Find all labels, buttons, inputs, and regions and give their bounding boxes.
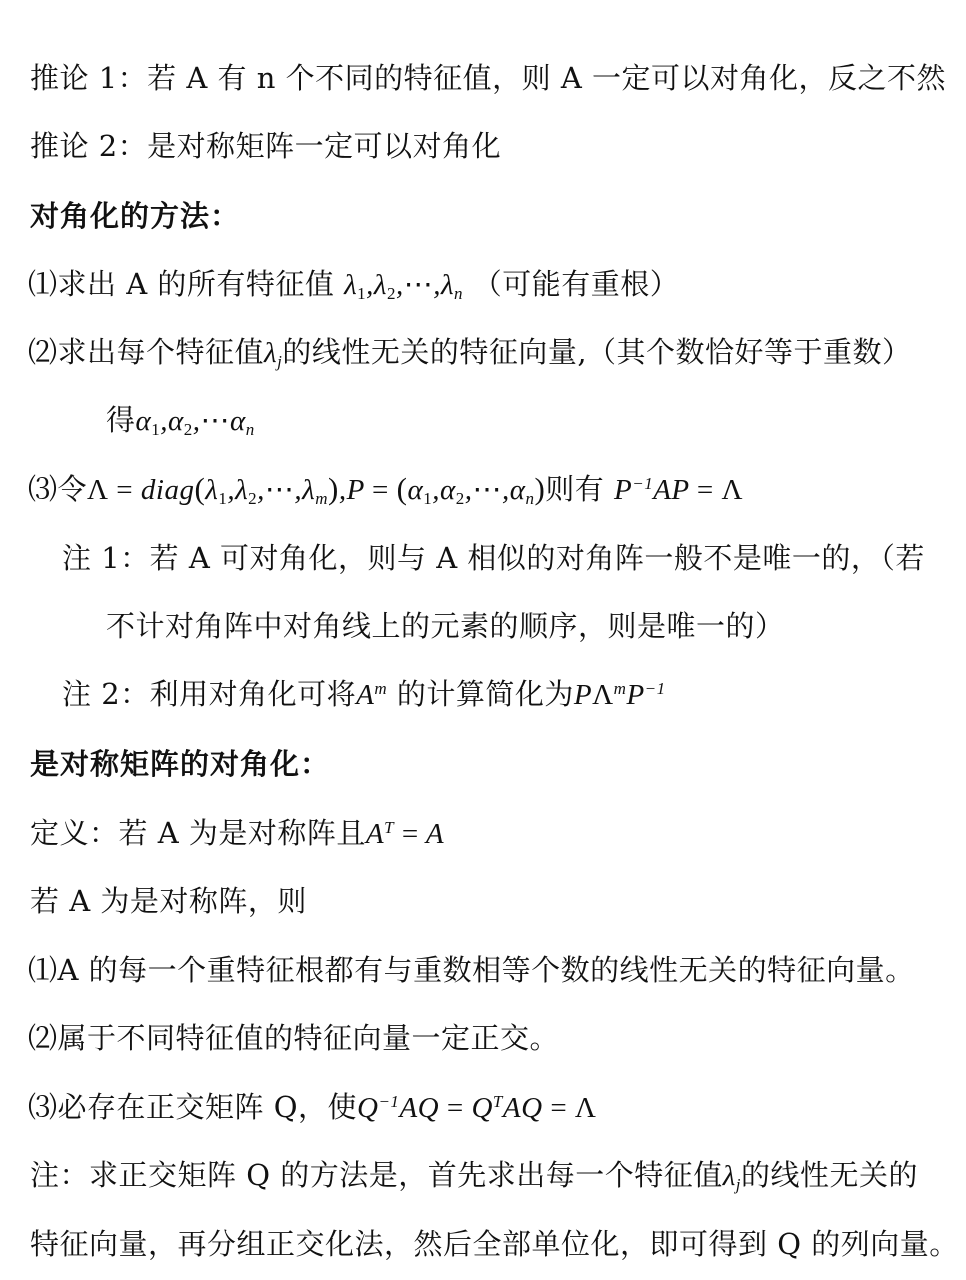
similarity-formula: $P^{-1}AP = \Lambda$ (614, 474, 743, 506)
property-3-text: ⑶必存在正交矩阵 Q，使 (28, 1090, 357, 1124)
step-3-text-mid: 则有 (545, 472, 605, 506)
step-1 (28, 264, 679, 305)
step-3-text: ⑶令 (28, 472, 88, 506)
step-3 (28, 469, 743, 510)
note-2 (62, 674, 666, 715)
step-2-text: ⑵求出每个特征值 (28, 335, 265, 369)
definition (30, 813, 444, 854)
a-power-m-formula: $A^m$ (356, 679, 388, 711)
lambda-j-formula-2: $\lambda_j$ (722, 1160, 742, 1194)
note-q-text-cont: 的线性无关的 (741, 1158, 919, 1192)
diag-matrix-formula: $\Lambda = diag(\lambda_1,\lambda_2,\cdots,\lambda_m),P$ = $(\alpha_1,\alpha_2,\cdots,\alpha_n)$ (87, 471, 546, 508)
property-3 (28, 1087, 596, 1128)
note-q-method-cont: 特征向量，再分组正交化法，然后全部单位化，即可得到 Q 的列向量。 (30, 1227, 959, 1261)
note-q-method (30, 1155, 918, 1196)
eigenvector-list-formula: $\alpha_1,\alpha_2,\cdots\alpha_n$ (135, 405, 255, 439)
note-2-text-mid: 的计算简化为 (396, 677, 574, 711)
heading-diagonalization-method: 对角化的方法： (30, 199, 241, 233)
symmetric-intro: 若 A 为是对称阵，则 (30, 884, 307, 918)
lambda-j-formula: $\lambda_j$ (264, 337, 283, 371)
step-2-text-cont: 的线性无关的特征向量,（其个数恰好等于重数） (282, 335, 912, 369)
note-1: 注 1：若 A 可对角化，则与 A 相似的对角阵一般不是唯一的，（若 (62, 541, 925, 575)
definition-text: 定义：若 A 为是对称阵且 (30, 816, 366, 850)
transpose-formula: $A^T = A$ (365, 818, 445, 850)
corollary-2: 推论 2：是对称矩阵一定可以对角化 (30, 129, 502, 163)
step-1-note: （可能有重根） (472, 267, 680, 301)
orthogonal-formula: $Q^{-1}AQ = Q^TAQ = \Lambda$ (357, 1092, 597, 1124)
note-1-cont: 不计对角阵中对角线上的元素的顺序，则是唯一的） (106, 609, 785, 643)
p-lambda-formula: $P\Lambda^mP^{-1}$ (573, 679, 666, 711)
note-q-text: 注：求正交矩阵 Q 的方法是，首先求出每一个特征值 (30, 1158, 723, 1192)
eigenvalue-list-formula: $\lambda_1,\lambda_2,\cdots,\lambda_n$ (344, 269, 464, 303)
step-2 (28, 332, 912, 373)
step-1-text: ⑴求出 A 的所有特征值 (28, 267, 335, 301)
step-2-result (106, 400, 255, 441)
property-1: ⑴A 的每一个重特征根都有与重数相等个数的线性无关的特征向量。 (28, 953, 915, 987)
note-2-text: 注 2：利用对角化可将 (62, 677, 357, 711)
property-2: ⑵属于不同特征值的特征向量一定正交。 (28, 1021, 560, 1055)
corollary-1: 推论 1：若 A 有 n 个不同的特征值，则 A 一定可以对角化，反之不然 (30, 61, 947, 95)
step-2-result-text: 得 (106, 403, 136, 437)
heading-symmetric-diagonalization: 是对称矩阵的对角化： (30, 747, 331, 781)
